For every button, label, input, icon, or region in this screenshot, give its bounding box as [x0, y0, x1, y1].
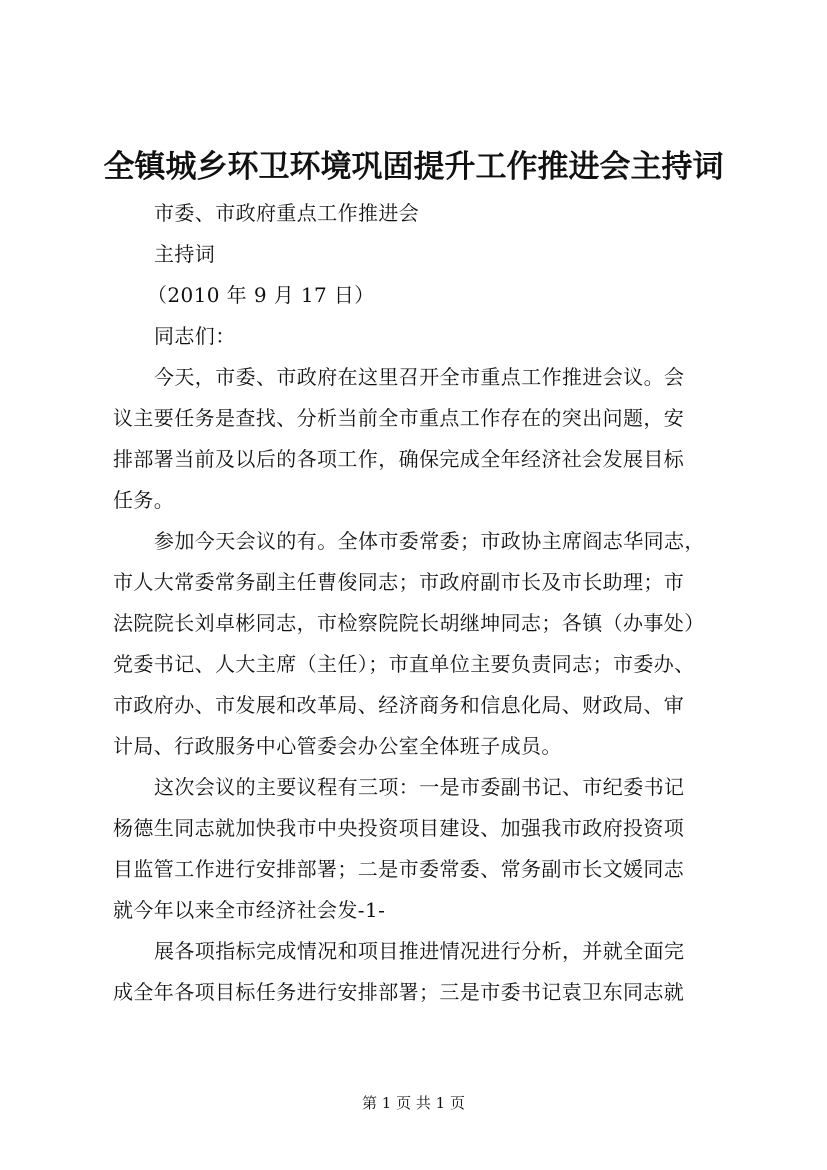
paragraph-line: 展各项指标完成情况和项目推进情况进行分析，并就全面完	[154, 939, 685, 963]
paragraph-line: 计局、行政服务中心管委会办公室全体班子成员。	[113, 734, 562, 758]
paragraph-line: （2010 年 9 月 17 日）	[147, 283, 375, 307]
paragraph-line: 主持词	[154, 242, 216, 266]
paragraph-line: 这次会议的主要议程有三项：一是市委副书记、市纪委书记	[154, 775, 685, 799]
paragraph-line: 就今年以来全市经济社会发-1-	[113, 898, 386, 922]
paragraph-line: 法院院长刘卓彬同志，市检察院院长胡继坤同志；各镇（办事处）	[113, 611, 705, 635]
paragraph-line: 今天，市委、市政府在这里召开全市重点工作推进会议。会	[154, 365, 685, 389]
document-body	[113, 193, 735, 1013]
paragraph-line: 杨德生同志就加快我市中央投资项目建设、加强我市政府投资项	[113, 816, 685, 840]
paragraph-line: 任务。	[113, 488, 175, 512]
page-footer: 第 1 页 共 1 页	[362, 1094, 465, 1112]
paragraph-line: 同志们：	[154, 324, 236, 348]
paragraph-line: 党委书记、人大主席（主任）；市直单位主要负责同志；市委办、	[113, 652, 695, 676]
document-title: 全镇城乡环卫环境巩固提升工作推进会主持词	[103, 149, 724, 185]
paragraph-line: 市人大常委常务副主任曹俊同志；市政府副市长及市长助理；市	[113, 570, 685, 594]
paragraph-line: 议主要任务是查找、分析当前全市重点工作存在的突出问题，安	[113, 406, 685, 430]
paragraph-line: 目监管工作进行安排部署；二是市委常委、常务副市长文媛同志	[113, 857, 685, 881]
paragraph-line: 成全年各项目标任务进行安排部署；三是市委书记袁卫东同志就	[113, 980, 685, 1004]
paragraph-line: 市委、市政府重点工作推进会	[154, 201, 420, 225]
paragraph-line: 参加今天会议的有。全体市委常委；市政协主席阎志华同志，	[154, 529, 705, 553]
paragraph-line: 市政府办、市发展和改革局、经济商务和信息化局、财政局、审	[113, 693, 685, 717]
paragraph-line: 排部署当前及以后的各项工作，确保完成全年经济社会发展目标	[113, 447, 685, 471]
